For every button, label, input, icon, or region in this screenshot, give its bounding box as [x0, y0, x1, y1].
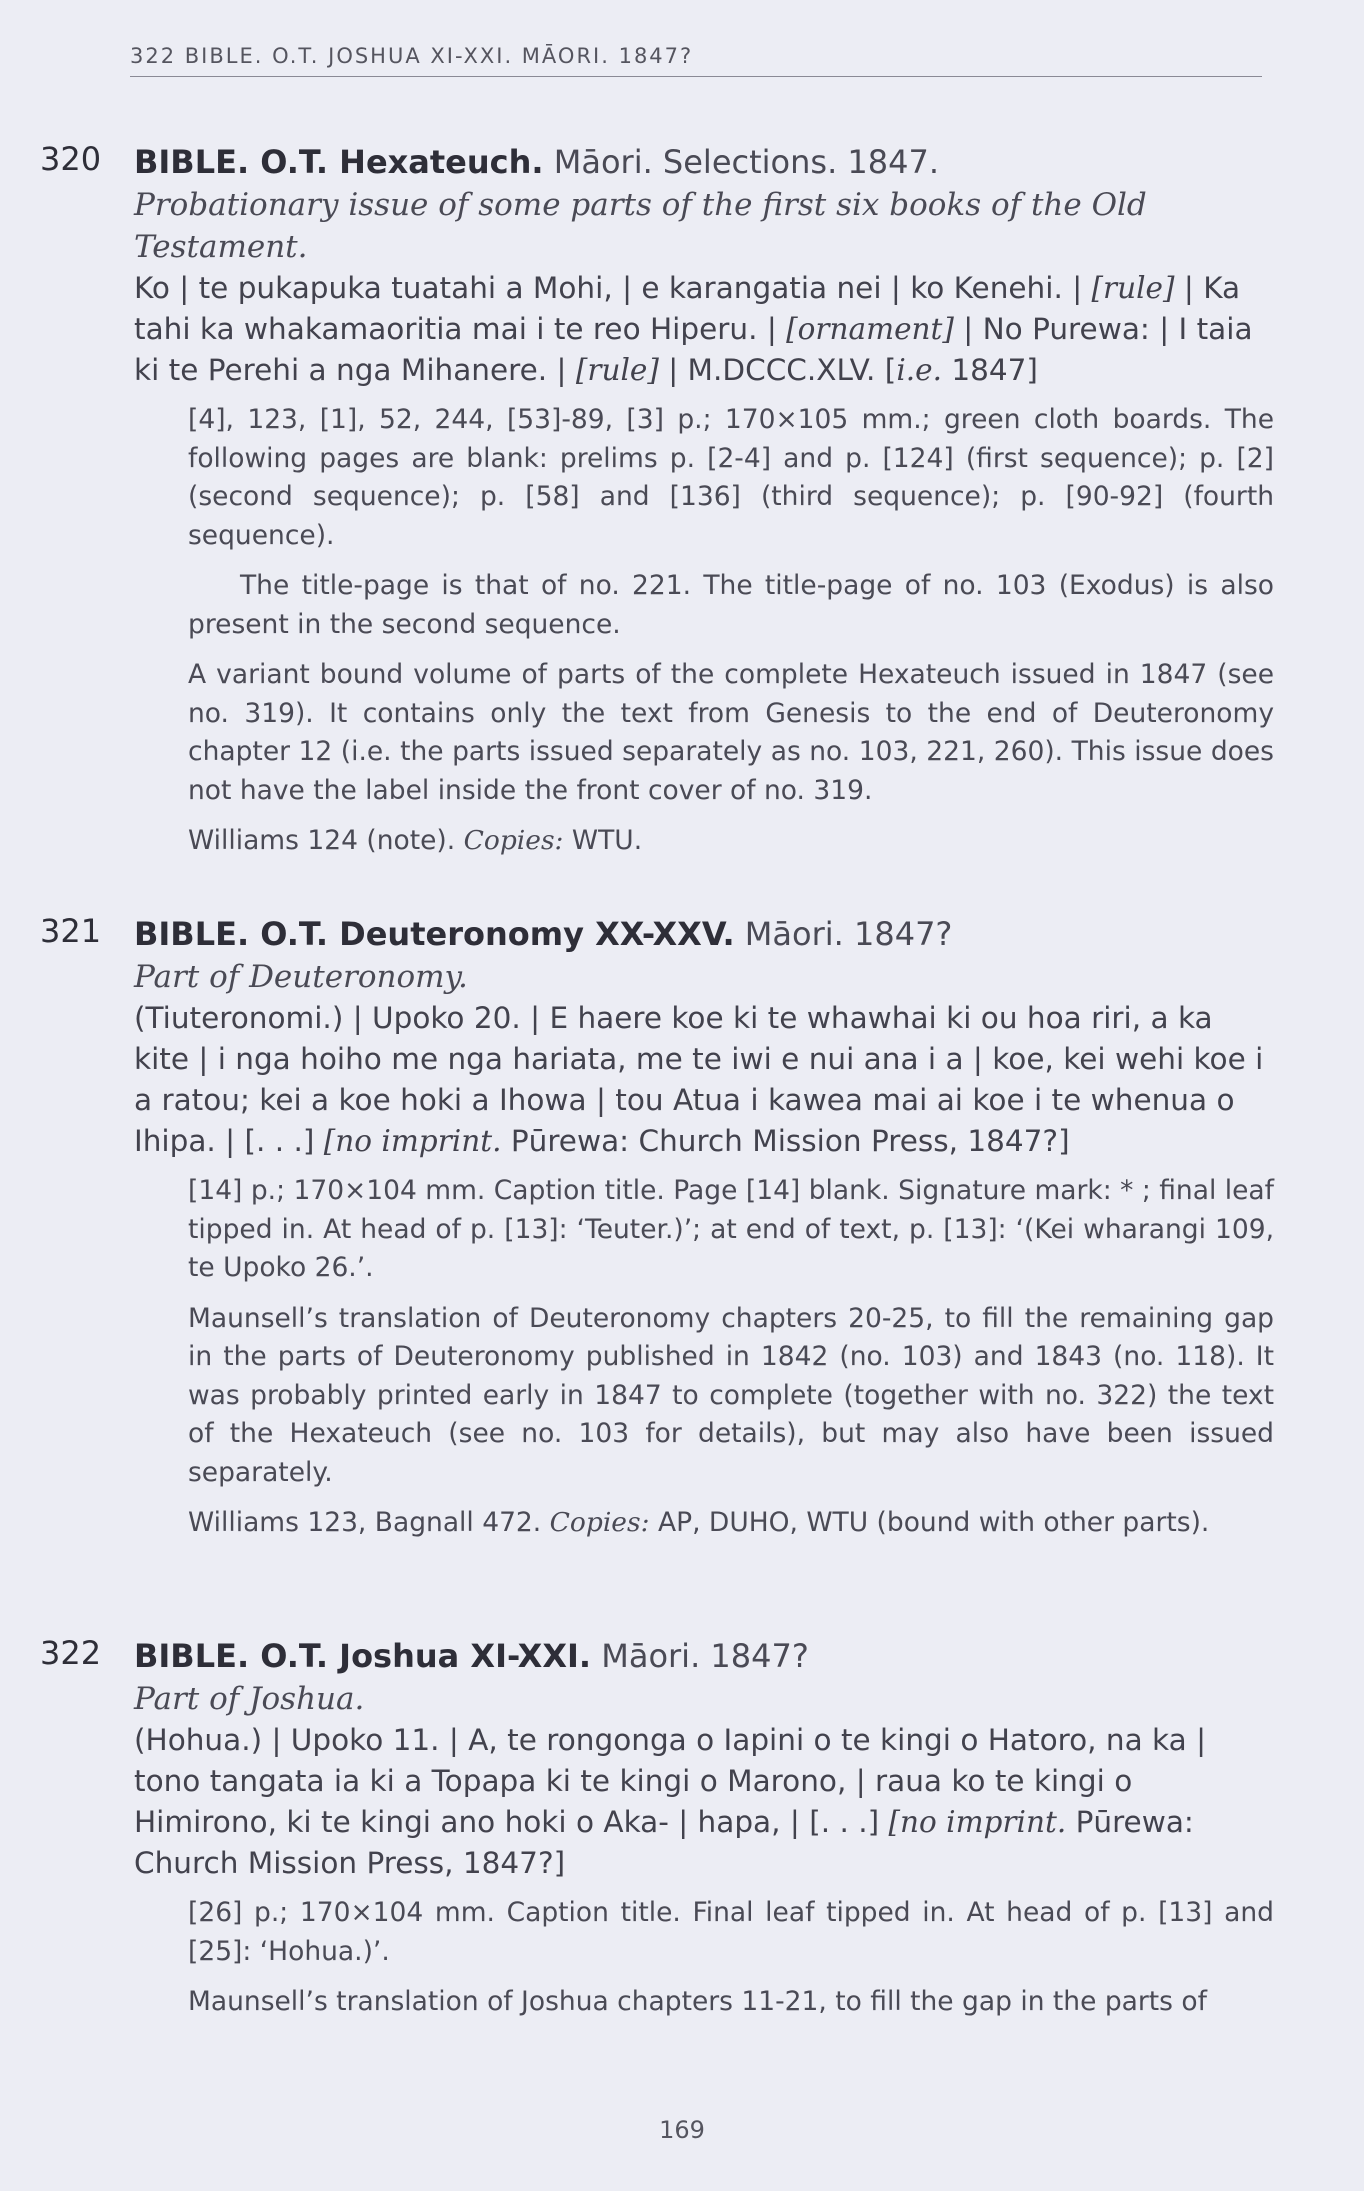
- title-transcription: (Hohua.) | Upoko 11. | A, te rongonga o Iapini o te kingi o Hatoro, na ka | tono tangata ia ki a Topapa ki te kingi o Marono, | raua ko te kingi o Himirono, ki te kingi ano hoki o Aka- | hapa, | [. . .] [no imprint. Pūrewa: Church Mission Press, 1847?]: [134, 1723, 1207, 1880]
- entry-subtitle: Part of Deuteronomy.: [134, 959, 468, 995]
- title-transcription: Ko | te pukapuka tuatahi a Mohi, | e karangatia nei | ko Kenehi. | [rule] | Ka tahi ka whakamaoritia mai i te reo Hiperu. | [ornament] | No Purewa: | I taia ki te Perehi a nga Mihanere. | [rule] | M.DCCC.XLV. [i.e. 1847]: [134, 271, 1253, 387]
- entry-body: [134, 1634, 1274, 2034]
- note-paragraph: A variant bound volume of parts of the complete Hexateuch issued in 1847 (see no. 319). It contains only the text from Genesis to the end of Deuteronomy chapter 12 (i.e. the parts issued separately as no. 103, 221, 260). This issue does not have the label inside the front cover of no. 319.: [188, 659, 1274, 806]
- entry-heading: BIBLE. O.T. Joshua XI-XXI. Māori. 1847?: [134, 1637, 809, 1675]
- entry-notes: [188, 401, 1274, 861]
- collation-note: [14] p.; 170×104 mm. Caption title. Page [14] blank. Signature mark: * ; final leaf tipped in. At head of p. [13]: ‘Teuter.)’; at end of text, p. [13]: ‘(Kei wharangi 109, te Upoko 26.’.: [188, 1175, 1274, 1283]
- note-paragraph: Maunsell’s translation of Deuteronomy chapters 20-25, to fill the remaining gap in the parts of Deuteronomy published in 1842 (no. 103) and 1843 (no. 118). It was probably printed early in 1847 to complete (together with no. 322) the text of the Hexateuch (see no. 103 for details), but may also have been issued separately.: [188, 1302, 1274, 1488]
- note-paragraph: The title-page is that of no. 221. The title-page of no. 103 (Exodus) is also present in the second sequence.: [188, 570, 1274, 640]
- entry-notes: [188, 1172, 1274, 1543]
- note-paragraph: Maunsell’s translation of Joshua chapters 11-21, to fill the gap in the parts of: [188, 1986, 1207, 2017]
- references-copies: Williams 123, Bagnall 472. Copies: AP, DUHO, WTU (bound with other parts).: [188, 1507, 1210, 1538]
- entry-subtitle: Probationary issue of some parts of the first six books of the Old Testament.: [134, 187, 1147, 265]
- page-number: 169: [659, 2116, 705, 2144]
- entry-notes: [188, 1894, 1274, 2022]
- entry-body: [134, 140, 1274, 873]
- references-copies: Williams 124 (note). Copies: WTU.: [188, 825, 643, 856]
- entry-heading: BIBLE. O.T. Hexateuch. Māori. Selections. 1847.: [134, 143, 940, 181]
- entry-number: 320: [40, 140, 102, 178]
- entry-heading: BIBLE. O.T. Deuteronomy XX-XXV. Māori. 1847?: [134, 915, 953, 953]
- entry-subtitle: Part of Joshua.: [134, 1681, 365, 1717]
- title-transcription: (Tiuteronomi.) | Upoko 20. | E haere koe ki te whawhai ki ou hoa riri, a ka kite | i nga hoiho me nga hariata, me te iwi e nui ana i a | koe, kei wehi koe i a ratou; kei a koe hoki a Ihowa | tou Atua i kawea mai ai koe i te whenua o Ihipa. | [. . .] [no imprint. Pūrewa: Church Mission Press, 1847?]: [134, 1001, 1264, 1158]
- entry-body: [134, 912, 1274, 1555]
- running-head: 322 BIBLE. O.T. JOSHUA XI-XXI. MĀORI. 1847?: [130, 44, 1262, 77]
- entry-number: 321: [40, 912, 102, 950]
- collation-note: [4], 123, [1], 52, 244, [53]-89, [3] p.; 170×105 mm.; green cloth boards. The following pages are blank: prelims p. [2-4] and p. [124] (first sequence); p. [2] (second sequence); p. [58] and [136] (third sequence); p. [90-92] (fourth sequence).: [188, 404, 1274, 551]
- entry-number: 322: [40, 1634, 102, 1672]
- collation-note: [26] p.; 170×104 mm. Caption title. Final leaf tipped in. At head of p. [13] and [25]: ‘Hohua.)’.: [188, 1897, 1274, 1967]
